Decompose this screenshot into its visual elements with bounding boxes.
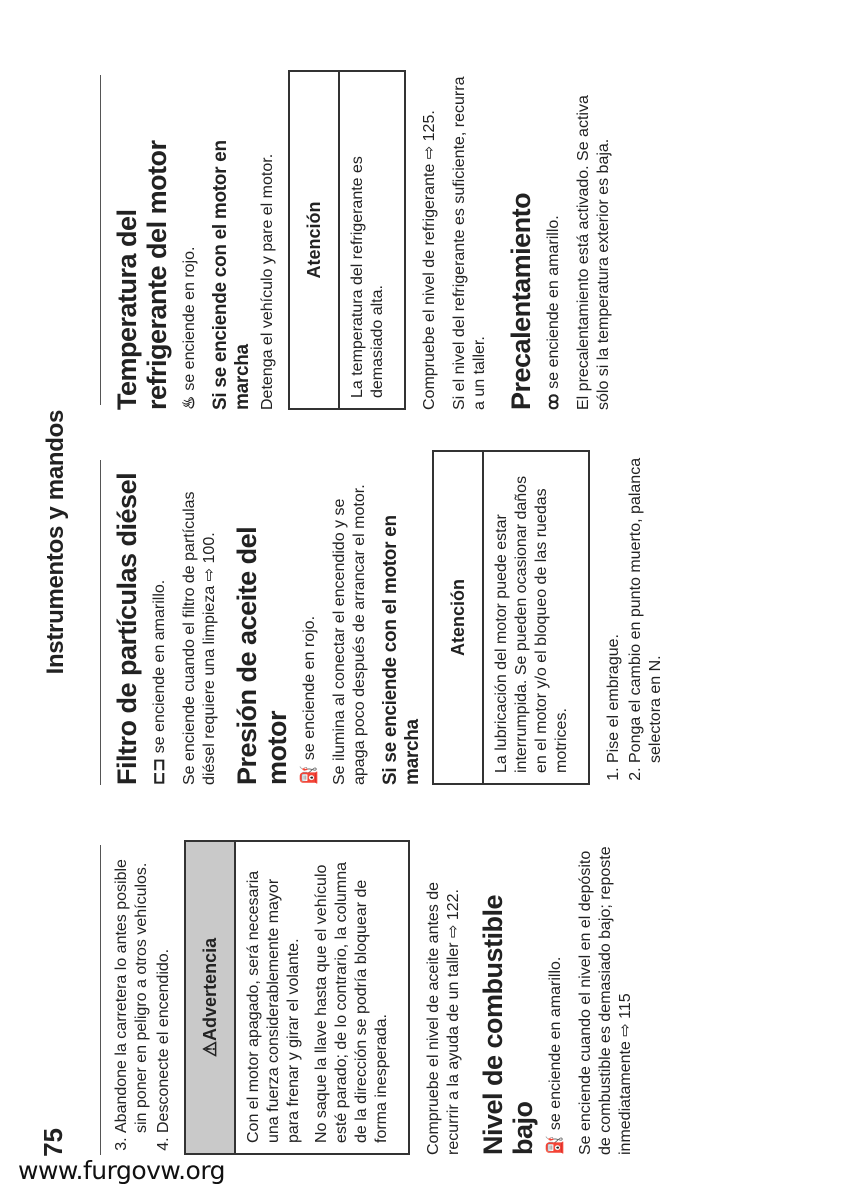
- steps-list: [112, 840, 174, 1155]
- fuel-pump-icon: ⛽: [547, 1135, 564, 1155]
- paragraph: Compruebe el nivel de refrigerante ⇨ 125.: [421, 110, 438, 410]
- section-title: Precalentamiento: [506, 192, 536, 410]
- section-title: Temperatura del refrigerante del motor: [112, 140, 172, 410]
- list-item: 1. Pise el embrague.: [604, 450, 624, 763]
- rule-col1: [100, 75, 101, 405]
- status-text: se enciende en rojo.: [301, 615, 318, 761]
- paragraph: Se enciende cuando el nivel en el depósito de combustible es demasiado bajo; reposte inmediatamente ⇨ 115: [577, 846, 634, 1155]
- warning-title: ⚠Advertencia: [186, 842, 236, 1153]
- status-text: se enciende en amarillo.: [545, 215, 562, 389]
- list-item: 2. Ponga el cambio en punto muerto, palanca selectora en N.: [626, 450, 666, 763]
- list-item: 4. Desconecte el encendido.: [154, 840, 174, 1133]
- paragraph: Se ilumina al conectar el encendido y se apaga poco después de arrancar el motor.: [331, 484, 368, 785]
- box-text: La lubricación del motor puede estar interrumpida. Se pueden ocasionar daños en el motor y/o el bloqueo de las ruedas motrices.: [493, 475, 570, 773]
- watermark: www.furgovw.org: [18, 1156, 226, 1185]
- list-item: 3. Abandone la carretera lo antes posible sin poner en peligro a otros vehículos.: [112, 840, 152, 1133]
- section-title: Presión de aceite del motor: [232, 526, 292, 785]
- chapter-title: Instrumentos y mandos: [42, 410, 69, 675]
- page-header: [38, 0, 82, 1200]
- attention-box: [432, 450, 590, 785]
- dpf-icon: ⊏⊐: [151, 758, 168, 785]
- subsection-title: Si se enciende con el motor en marcha: [210, 140, 253, 410]
- section-title: Filtro de partículas diésel: [112, 472, 142, 785]
- oil-can-icon: ⛽: [301, 765, 318, 785]
- status-text: se enciende en rojo.: [181, 246, 198, 391]
- box-title: Atención: [290, 72, 340, 408]
- steps-list: [604, 450, 666, 785]
- warning-box: [184, 840, 410, 1155]
- rule-col2: [100, 460, 101, 785]
- coolant-temperature-icon: ♨: [181, 395, 198, 410]
- paragraph: Si el nivel del refrigerante es suficiente, recurra a un taller.: [451, 76, 488, 410]
- section-title: Nivel de combustible bajo: [478, 894, 538, 1155]
- paragraph: Detenga el vehículo y pare el motor.: [259, 153, 276, 410]
- box-text: La temperatura del refrigerante es demasiado alta.: [349, 156, 386, 398]
- status-text: se enciende en amarillo.: [151, 579, 168, 754]
- attention-box: [288, 70, 406, 410]
- warning-text: No saque la llave hasta que el vehículo esté parado; de lo contrario, la columna de la dirección se podría bloquear de forma inesperada.: [313, 861, 390, 1143]
- paragraph: Compruebe el nivel de aceite antes de recurrir a la ayuda de un taller ⇨ 122.: [425, 881, 462, 1155]
- column-3: [112, 840, 646, 1155]
- column-1: [112, 70, 624, 410]
- warning-text: Con el motor apagado, será necesaria una fuerza considerablemente mayor para frenar y girar el volante.: [245, 870, 302, 1143]
- status-text: se enciende en amarillo.: [547, 956, 564, 1131]
- column-2: [112, 450, 676, 785]
- paragraph: Se enciende cuando el filtro de partículas diésel requiere una limpieza ⇨ 100.: [181, 491, 218, 785]
- page-number: 75: [38, 1128, 68, 1157]
- paragraph: El precalentamiento está activado. Se activa sólo si la temperatura exterior es baja.: [575, 95, 612, 410]
- rule-col3: [100, 845, 101, 1155]
- glow-plug-icon: ꝏ: [545, 393, 562, 410]
- subsection-title: Si se enciende con el motor en marcha: [380, 515, 423, 785]
- box-title: Atención: [434, 452, 484, 783]
